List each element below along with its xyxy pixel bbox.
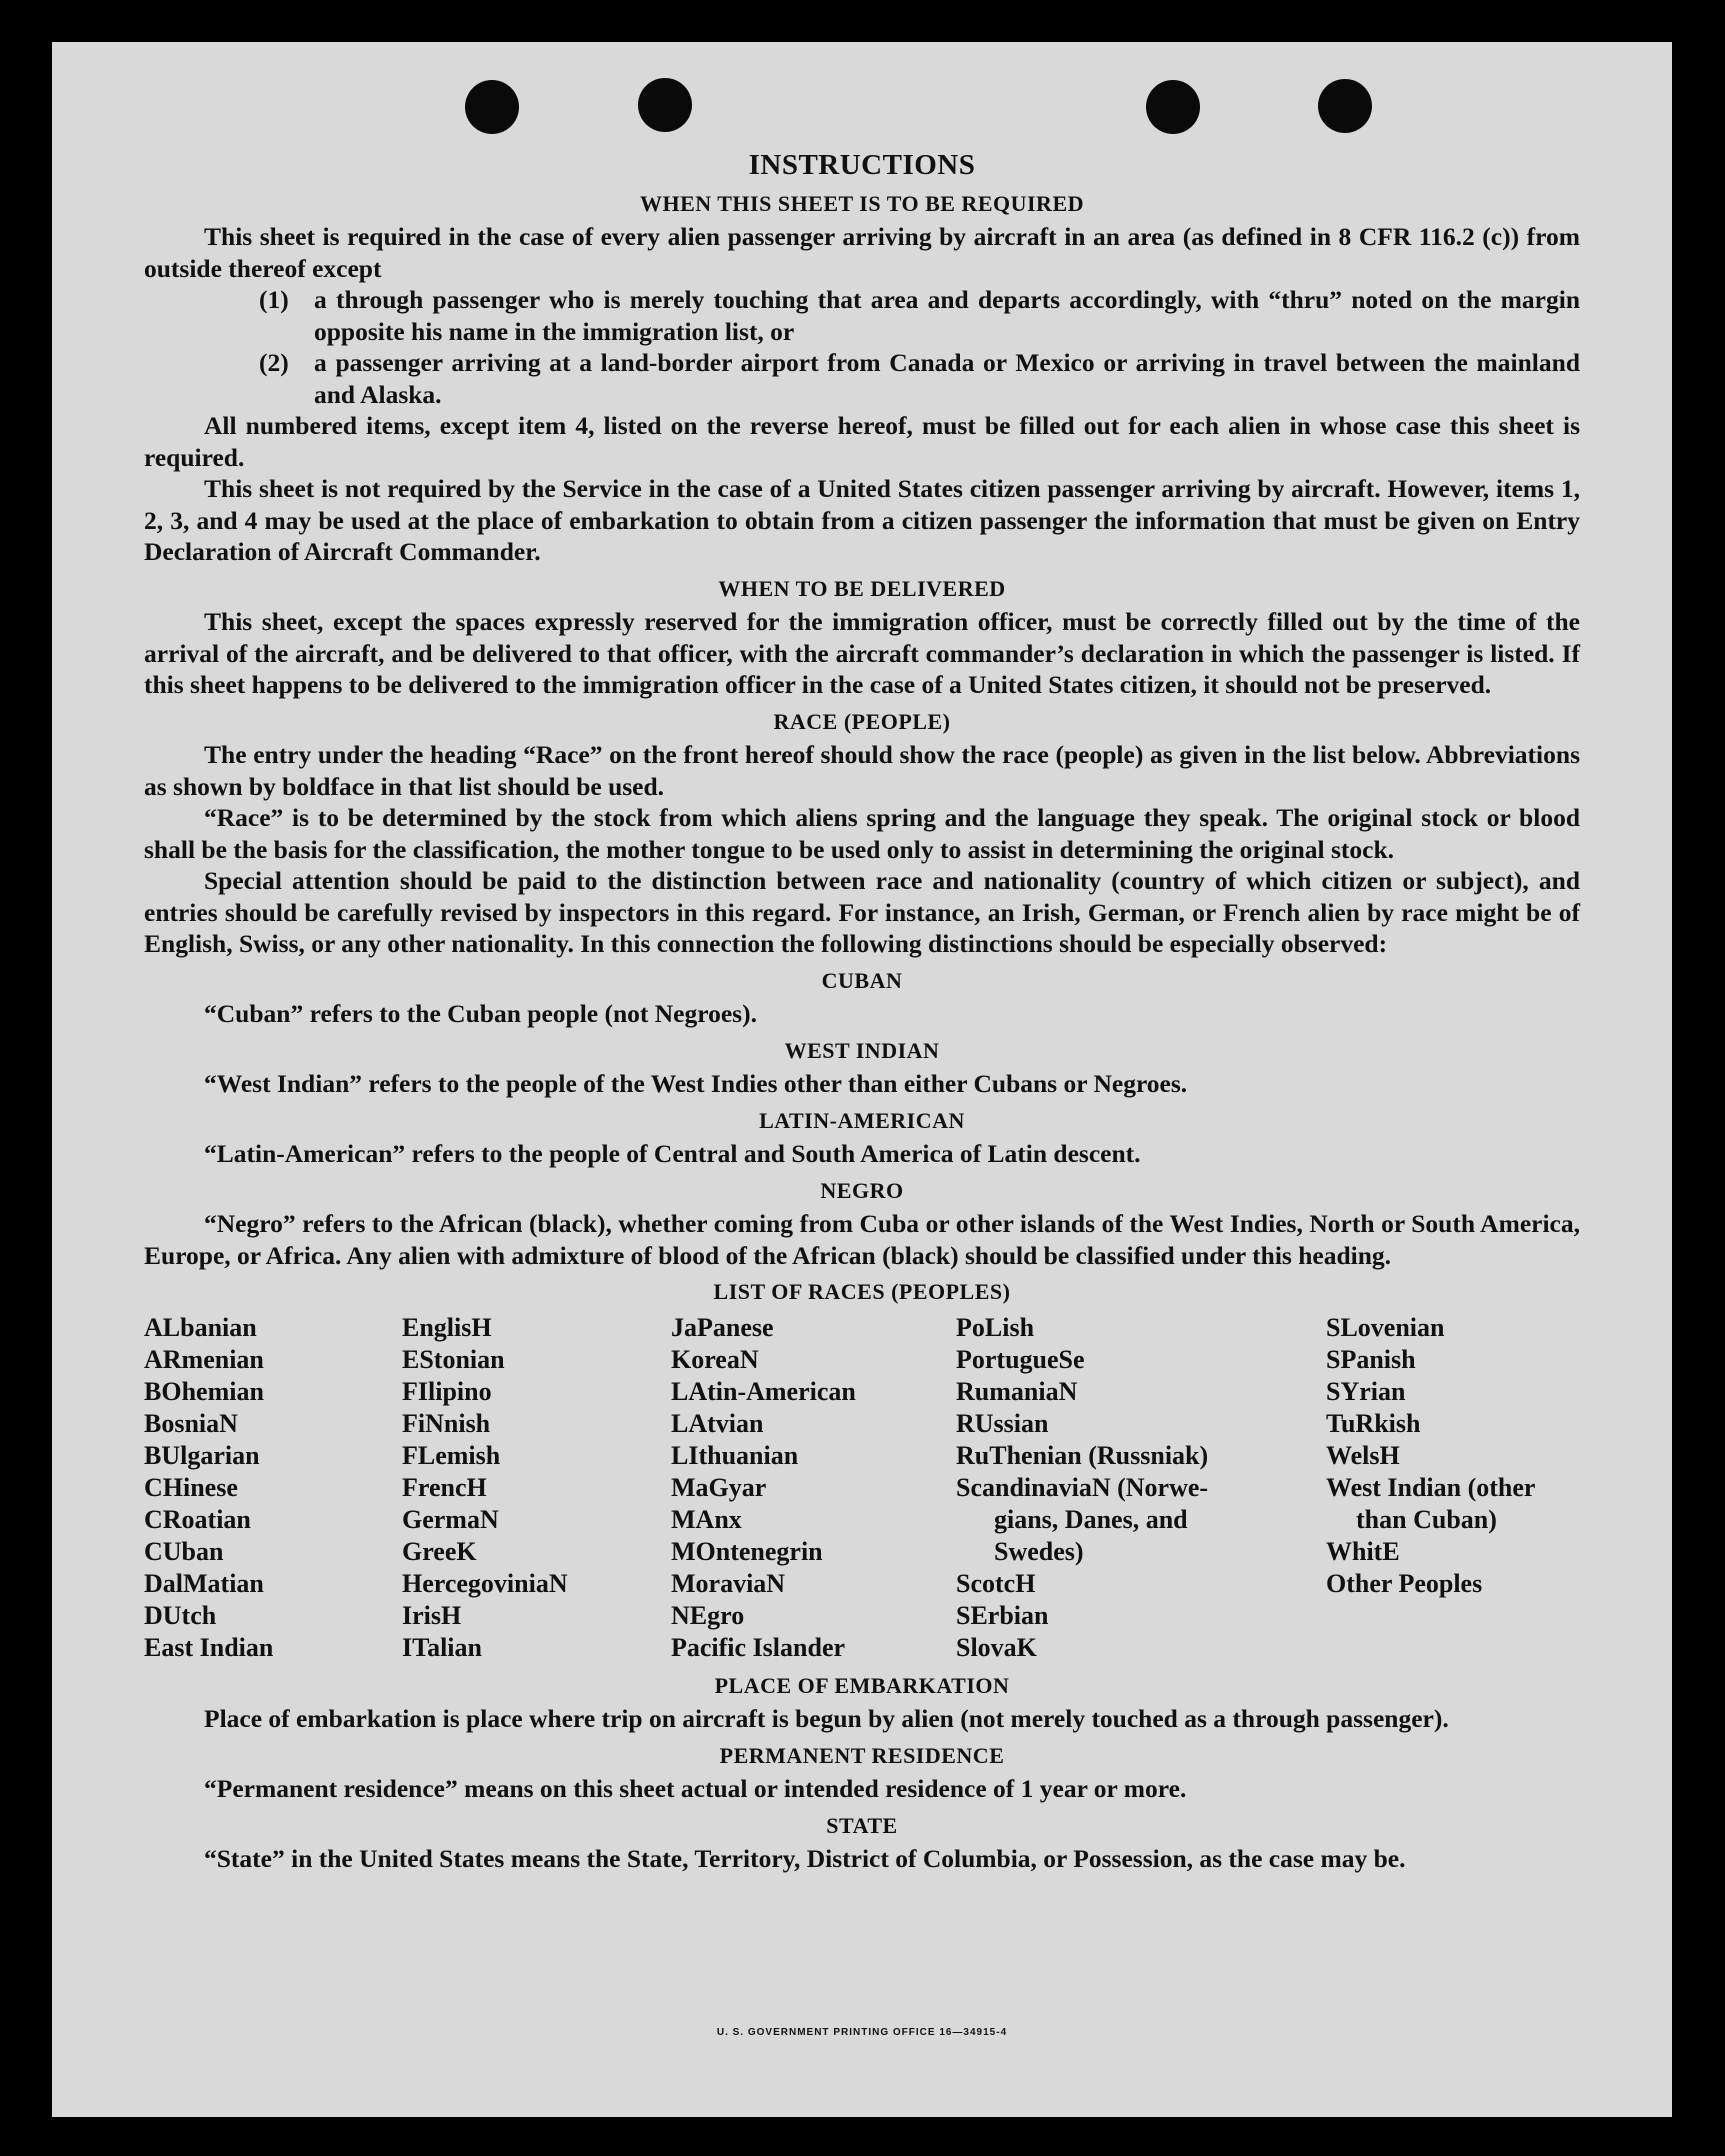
heading-latin-american: LATIN-AMERICAN	[759, 1107, 965, 1133]
race-entry: LAtvian	[671, 1408, 764, 1438]
race-entry: FLemish	[402, 1440, 501, 1470]
races-list	[144, 1312, 1580, 1664]
race-entry: SPanish	[1326, 1344, 1416, 1374]
race-entry: FrencH	[402, 1472, 487, 1502]
race-entry: RumaniaN	[956, 1376, 1078, 1406]
race-entry: DUtch	[144, 1600, 217, 1630]
paragraph: The entry under the heading “Race” on the front hereof should show the race (people) as given in the list below. Abbreviations as shown by boldface in that list should be used.	[144, 740, 1580, 801]
race-entry: WhitE	[1326, 1536, 1400, 1566]
race-entry: EStonian	[402, 1344, 505, 1374]
paragraph: “Cuban” refers to the Cuban people (not Negroes).	[204, 999, 757, 1028]
paragraph: This sheet, except the spaces expressly reserved for the immigration officer, must be correctly filled out by the time of the arrival of the aircraft, and be delivered to that officer, with the aircraft commander’s declaration in which the passenger is listed. If this sheet happens to be delivered to the immigration officer in the case of a United States citizen, it should not be preserved.	[144, 607, 1580, 699]
document-page	[52, 42, 1672, 2117]
races-column	[1326, 1312, 1580, 1664]
paragraph: “West Indian” refers to the people of the West Indies other than either Cubans or Negroes.	[204, 1069, 1188, 1098]
heading-residence: PERMANENT RESIDENCE	[719, 1742, 1005, 1768]
race-entry: MOntenegrin	[671, 1536, 823, 1566]
heading-embarkation: PLACE OF EMBARKATION	[714, 1672, 1010, 1698]
race-entry: SLovenian	[1326, 1312, 1445, 1342]
race-entry: KoreaN	[671, 1344, 759, 1374]
paragraph: “State” in the United States means the State, Territory, District of Columbia, or Possession, as the case may be.	[204, 1844, 1406, 1873]
race-entry: DalMatian	[144, 1568, 264, 1598]
heading-list-of-races: LIST OF RACES (PEOPLES)	[713, 1279, 1011, 1304]
item-number: (2)	[259, 348, 289, 377]
race-entry: BOhemian	[144, 1376, 264, 1406]
races-column	[671, 1312, 956, 1664]
races-column	[402, 1312, 671, 1664]
races-column	[956, 1312, 1326, 1664]
list-item	[144, 347, 1580, 410]
race-entry: SlovaK	[956, 1632, 1037, 1662]
races-column	[144, 1312, 402, 1664]
paragraph: “Permanent residence” means on this sheet actual or intended residence of 1 year or more.	[204, 1774, 1187, 1803]
race-entry: CHinese	[144, 1472, 238, 1502]
paragraph: This sheet is not required by the Service in the case of a United States citizen passenger arriving by aircraft. However, items 1, 2, 3, and 4 may be used at the place of embarkation to obtain from a citizen passenger the information that must be given on Entry Declaration of Aircraft Commander.	[144, 474, 1580, 566]
heading-west-indian: WEST INDIAN	[784, 1037, 940, 1063]
race-entry: HercegoviniaN	[402, 1568, 568, 1598]
race-entry: East Indian	[144, 1632, 274, 1662]
paragraph: “Race” is to be determined by the stock from which aliens spring and the language they speak. The original stock or blood shall be the basis for the classification, the mother tongue to be used only to assist in determining the original stock.	[144, 803, 1580, 864]
item-number: (1)	[259, 285, 289, 314]
paragraph: Special attention should be paid to the distinction between race and nationality (country of which citizen or subject), and entries should be carefully revised by inspectors in this regard. For instance, an Irish, German, or French alien by race might be of English, Swiss, or any other nationality. In this connection the following distinctions should be especially observed:	[144, 866, 1580, 958]
race-entry: CUban	[144, 1536, 224, 1566]
race-entry: ScotcH	[956, 1568, 1036, 1598]
page-title: INSTRUCTIONS	[748, 149, 976, 181]
printer-imprint: U. S. GOVERNMENT PRINTING OFFICE 16—34915-4	[716, 2027, 1008, 2038]
paragraph: “Negro” refers to the African (black), whether coming from Cuba or other islands of the West Indies, North or South America, Europe, or Africa. Any alien with admixture of blood of the African (black) should be classified under this heading.	[144, 1209, 1580, 1270]
race-entry: MoraviaN	[671, 1568, 786, 1598]
paragraph: Place of embarkation is place where trip on aircraft is begun by alien (not merely touched as a through passenger).	[204, 1704, 1449, 1733]
race-entry-continued: than Cuban)	[1356, 1504, 1497, 1534]
race-entry: NEgro	[671, 1600, 745, 1630]
race-entry: RUssian	[956, 1408, 1049, 1438]
race-entry: ALbanian	[144, 1312, 257, 1342]
race-entry: TuRkish	[1326, 1408, 1421, 1438]
race-entry: MAnx	[671, 1504, 742, 1534]
race-entry: PortugueSe	[956, 1344, 1085, 1374]
instructions-body	[144, 112, 1580, 1875]
race-entry: ARmenian	[144, 1344, 264, 1374]
heading-state: STATE	[826, 1812, 898, 1838]
race-entry: West Indian (other	[1326, 1472, 1536, 1502]
race-entry: ScandinaviaN (Norwe-	[956, 1472, 1209, 1502]
race-entry: BUlgarian	[144, 1440, 260, 1470]
race-entry: MaGyar	[671, 1472, 767, 1502]
race-entry: FiNnish	[402, 1408, 491, 1438]
race-entry-continued: Swedes)	[994, 1536, 1084, 1566]
paragraph: This sheet is required in the case of every alien passenger arriving by aircraft in an area (as defined in 8 CFR 116.2 (c)) from outside thereof except	[144, 222, 1580, 283]
paragraph: All numbered items, except item 4, listed on the reverse hereof, must be filled out for each alien in whose case this sheet is required.	[144, 411, 1580, 472]
race-entry: GermaN	[402, 1504, 499, 1534]
race-entry: WelsH	[1326, 1440, 1400, 1470]
race-entry: FIlipino	[402, 1376, 492, 1406]
race-entry: GreeK	[402, 1536, 477, 1566]
race-entry: ITalian	[402, 1632, 482, 1662]
list-item	[144, 284, 1580, 347]
race-entry: Pacific Islander	[671, 1632, 846, 1662]
race-entry: RuThenian (Russniak)	[956, 1440, 1209, 1470]
race-entry: BosniaN	[144, 1408, 238, 1438]
race-entry: CRoatian	[144, 1504, 251, 1534]
heading-negro: NEGRO	[820, 1177, 904, 1203]
race-entry: SYrian	[1326, 1376, 1406, 1406]
race-entry: PoLish	[956, 1312, 1035, 1342]
race-entry: JaPanese	[671, 1312, 774, 1342]
paragraph: “Latin-American” refers to the people of Central and South America of Latin descent.	[204, 1139, 1141, 1168]
race-entry: EnglisH	[402, 1312, 492, 1342]
race-entry: LIthuanian	[671, 1440, 799, 1470]
race-entry: SErbian	[956, 1600, 1049, 1630]
race-entry-continued: gians, Danes, and	[994, 1504, 1188, 1534]
race-entry: Other Peoples	[1326, 1568, 1483, 1598]
race-entry: LAtin-American	[671, 1376, 856, 1406]
heading-when-required: WHEN THIS SHEET IS TO BE REQUIRED	[639, 190, 1085, 216]
heading-when-delivered: WHEN TO BE DELIVERED	[718, 575, 1006, 601]
item-text: a passenger arriving at a land-border airport from Canada or Mexico or arriving in travel between the mainland and Alaska.	[314, 348, 1580, 409]
heading-race: RACE (PEOPLE)	[773, 708, 951, 734]
heading-cuban: CUBAN	[821, 967, 903, 993]
race-entry: IrisH	[402, 1600, 462, 1630]
item-text: a through passenger who is merely touching that area and departs accordingly, with “thru” noted on the margin opposite his name in the immigration list, or	[314, 285, 1580, 346]
